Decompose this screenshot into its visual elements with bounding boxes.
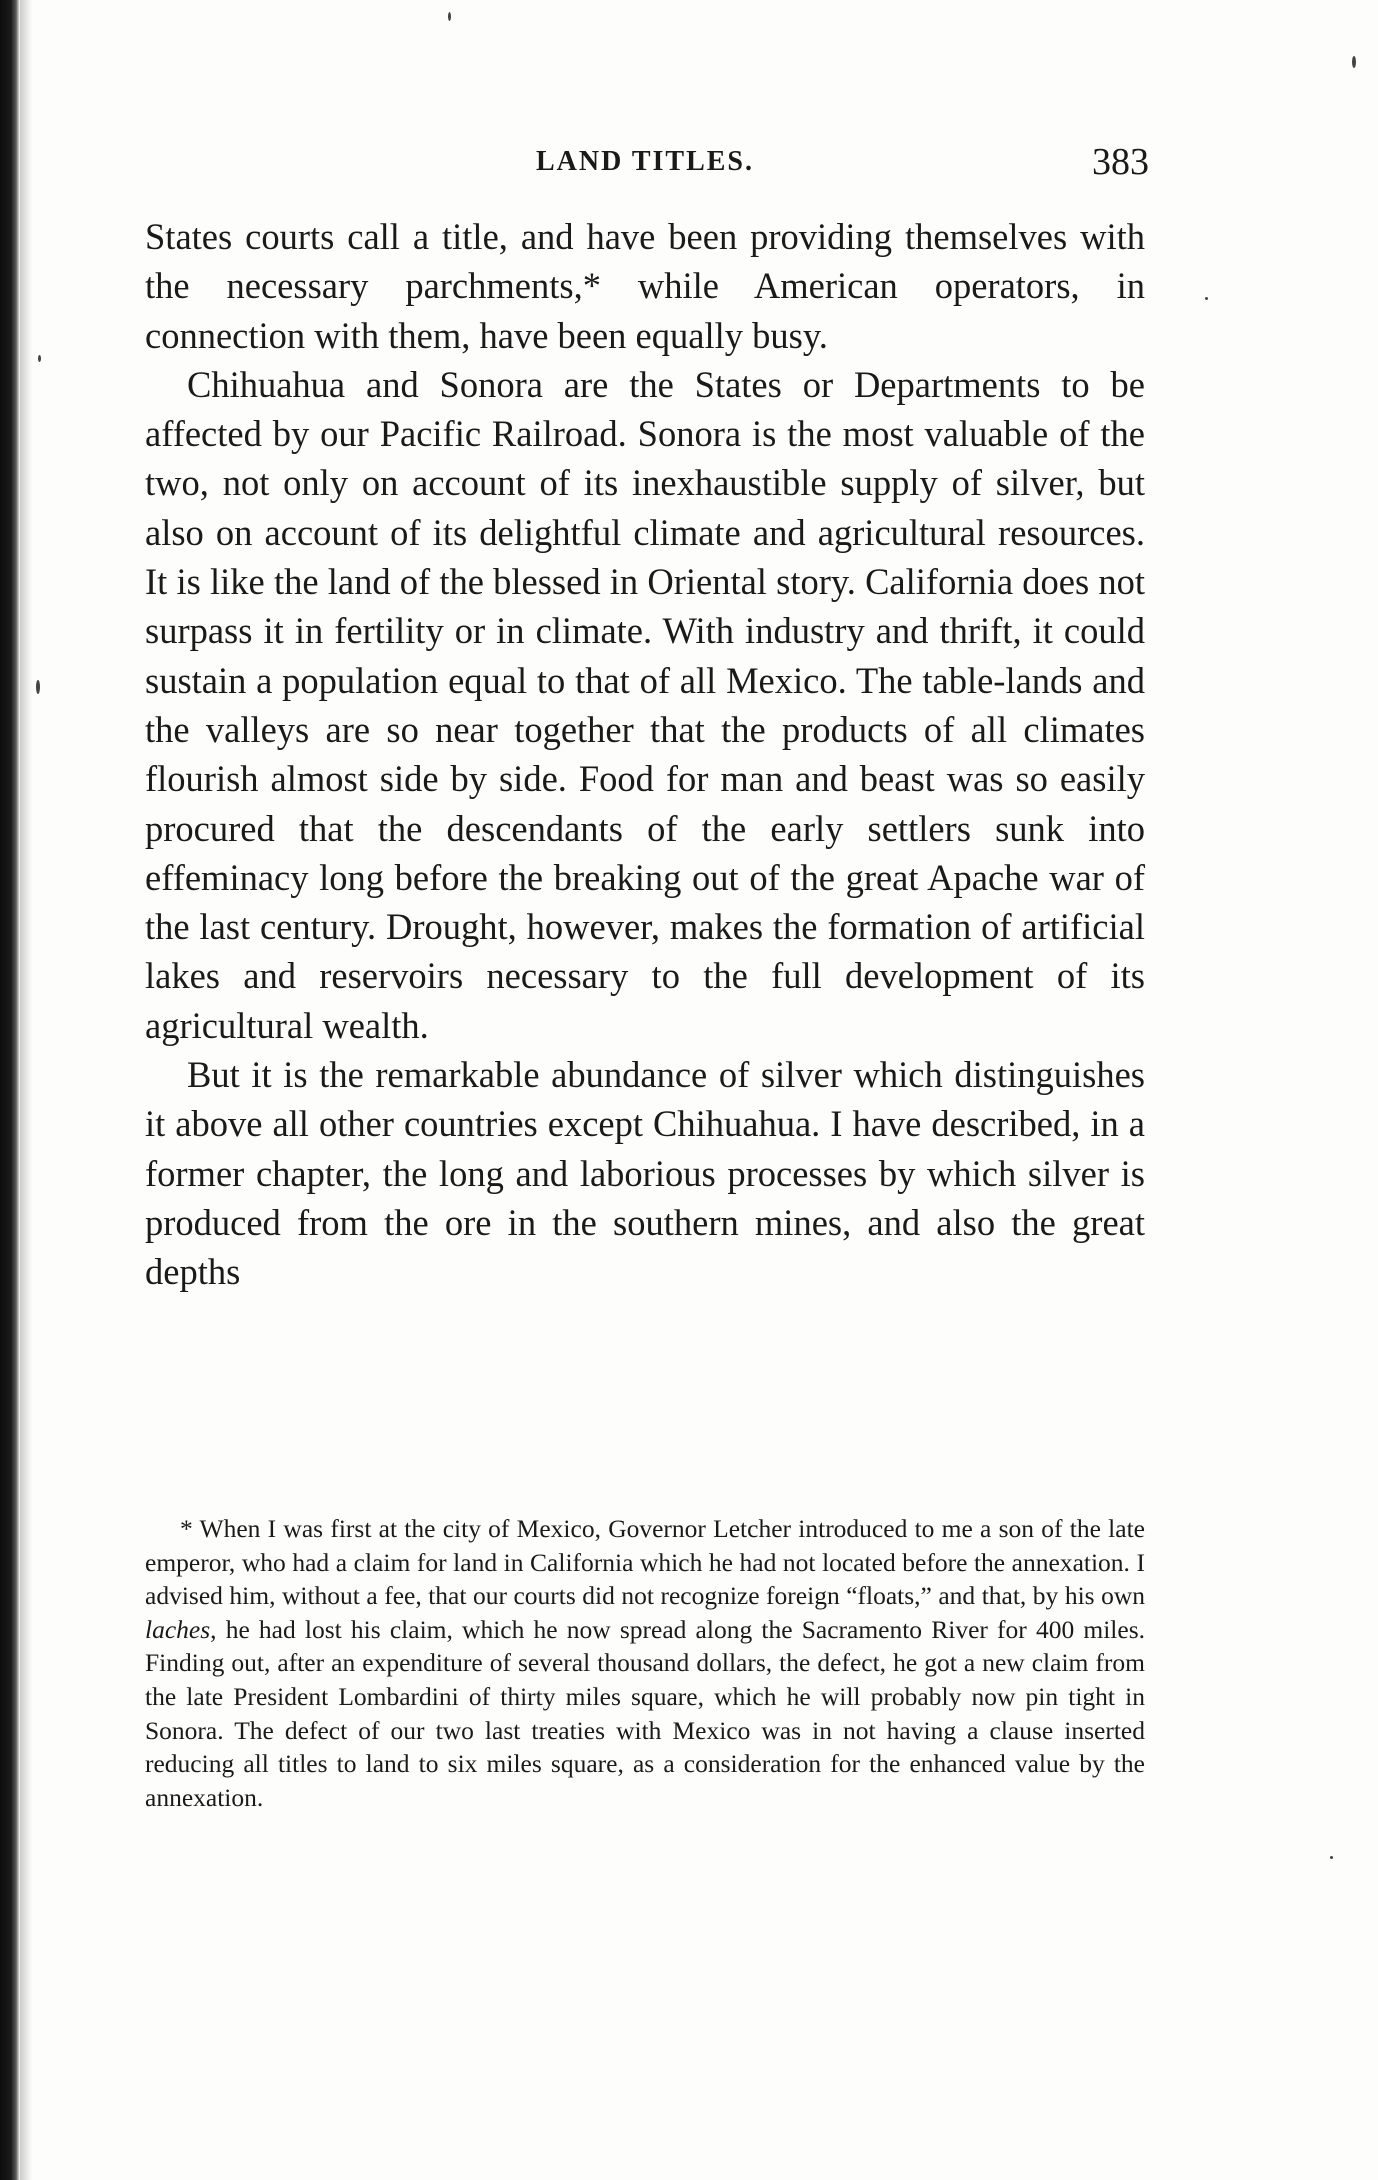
running-title: LAND TITLES.	[535, 146, 754, 177]
paragraph: States courts call a title, and have been providing themselves with the necessary parchments,* while American operators, in connection with them, have been equally busy.	[145, 216, 1145, 356]
scan-speck	[1352, 56, 1356, 68]
body-text	[145, 212, 1145, 1297]
footnote-italic-word: laches	[145, 1614, 211, 1644]
footnote	[145, 1512, 1145, 1814]
running-head	[145, 140, 1149, 190]
footnote-text	[145, 1512, 1145, 1814]
scan-speck	[38, 355, 41, 362]
scan-speck	[1330, 1856, 1333, 1859]
page-number: 383	[1092, 141, 1149, 183]
scan-speck	[1205, 297, 1208, 300]
scan-speck	[36, 680, 40, 694]
binding-edge	[0, 0, 20, 2180]
footnote-text-part: , he had lost his claim, which he now spread along the Sacramento River for 400 miles. Finding out, after an expenditure of several thousand dollars, the defect, he got a new claim from the late President Lombardini of thirty miles square, which he will probably now pin tight in Sonora. The defect of our two last treaties with Mexico was in not having a clause inserted reducing all titles to land to six miles square, as a consideration for the enhanced value by the annexation.	[145, 1614, 1145, 1812]
paragraph: Chihuahua and Sonora are the States or Departments to be affected by our Pacific Railroad. Sonora is the most valuable of the two, not only on account of its inexhaustible supply of silver, but also on account of its delightful climate and agricultural resources. It is like the land of the blessed in Oriental story. California does not surpass it in fertility or in climate. With industry and thrift, it could sustain a population equal to that of all Mexico. The table-lands and the valleys are so near together that the products of all climates flourish almost side by side. Food for man and beast was so easily procured that the descendants of the early settlers sunk into effeminacy long before the breaking out of the great Apache war of the last century. Drought, however, makes the formation of artificial lakes and reservoirs necessary to the full development of its agricultural wealth.	[145, 363, 1145, 1046]
paragraph: But it is the remarkable abundance of silver which distinguishes it above all other countries except Chihuahua. I have described, in a former chapter, the long and laborious processes by which silver is produced from the ore in the southern mines, and also the great depths	[145, 1054, 1145, 1293]
scan-speck	[448, 12, 451, 21]
footnote-text-part: * When I was first at the city of Mexico, Governor Letcher introduced to me a son of the late emperor, who had a claim for land in California which he had not located before the annexation. I advised him, without a fee, that our courts did not recognize foreign “floats,” and that, by his own	[145, 1514, 1145, 1611]
